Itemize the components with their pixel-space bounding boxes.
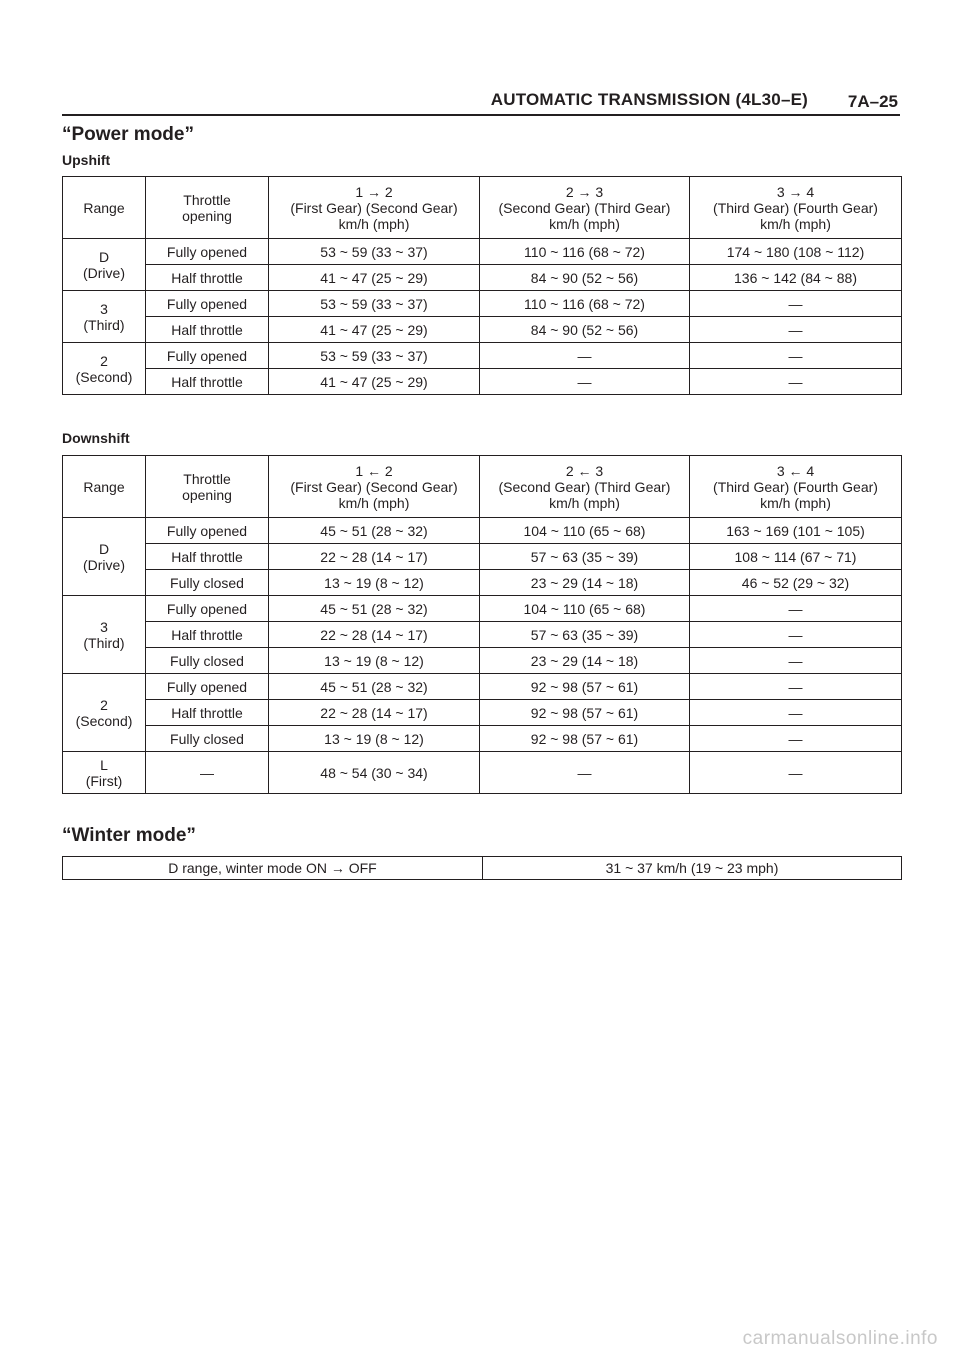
speed-cell: 13 ~ 19 (8 ~ 12): [269, 648, 480, 674]
table-row: [63, 343, 902, 369]
downshift-title: Downshift: [62, 430, 130, 446]
speed-cell: —: [690, 622, 902, 648]
speed-cell: 92 ~ 98 (57 ~ 61): [480, 726, 690, 752]
throttle-cell: Half throttle: [146, 369, 269, 395]
speed-cell: 41 ~ 47 (25 ~ 29): [269, 369, 480, 395]
table-row: [63, 544, 902, 570]
throttle-cell: Fully closed: [146, 570, 269, 596]
speed-cell: 13 ~ 19 (8 ~ 12): [269, 570, 480, 596]
throttle-cell: —: [146, 752, 269, 794]
winter-mode-table: [62, 856, 902, 880]
speed-cell: 45 ~ 51 (28 ~ 32): [269, 518, 480, 544]
range-cell: 3 (Third): [63, 291, 146, 343]
speed-cell: —: [480, 343, 690, 369]
speed-cell: 53 ~ 59 (33 ~ 37): [269, 239, 480, 265]
speed-cell: —: [690, 369, 902, 395]
downshift-header-row: [63, 456, 902, 518]
speed-cell: 84 ~ 90 (52 ~ 56): [480, 317, 690, 343]
header-shift-1-2: 1 → 2 (First Gear) (Second Gear) km/h (mph): [269, 177, 480, 239]
table-row: [63, 700, 902, 726]
header-shift-1-2: 1 ← 2 (First Gear) (Second Gear) km/h (mph): [269, 456, 480, 518]
throttle-cell: Fully opened: [146, 343, 269, 369]
speed-cell: —: [690, 752, 902, 794]
range-cell: 2 (Second): [63, 674, 146, 752]
speed-cell: 13 ~ 19 (8 ~ 12): [269, 726, 480, 752]
throttle-cell: Half throttle: [146, 700, 269, 726]
page-header: [62, 88, 900, 116]
table-row: [63, 369, 902, 395]
table-row: [63, 648, 902, 674]
speed-cell: —: [690, 674, 902, 700]
header-range: Range: [63, 177, 146, 239]
speed-cell: 108 ~ 114 (67 ~ 71): [690, 544, 902, 570]
speed-cell: 174 ~ 180 (108 ~ 112): [690, 239, 902, 265]
speed-cell: 53 ~ 59 (33 ~ 37): [269, 291, 480, 317]
table-row: [63, 857, 902, 880]
speed-cell: 41 ~ 47 (25 ~ 29): [269, 317, 480, 343]
speed-cell: 22 ~ 28 (14 ~ 17): [269, 622, 480, 648]
speed-cell: 53 ~ 59 (33 ~ 37): [269, 343, 480, 369]
speed-cell: 104 ~ 110 (65 ~ 68): [480, 518, 690, 544]
throttle-cell: Half throttle: [146, 317, 269, 343]
upshift-header-row: [63, 177, 902, 239]
table-row: [63, 622, 902, 648]
speed-cell: —: [690, 726, 902, 752]
range-cell: D (Drive): [63, 518, 146, 596]
speed-cell: —: [690, 596, 902, 622]
throttle-cell: Fully closed: [146, 648, 269, 674]
header-shift-3-4: 3 → 4 (Third Gear) (Fourth Gear) km/h (mph): [690, 177, 902, 239]
page-number: 7A–25: [847, 92, 898, 111]
speed-cell: 41 ~ 47 (25 ~ 29): [269, 265, 480, 291]
speed-cell: 92 ~ 98 (57 ~ 61): [480, 674, 690, 700]
table-row: [63, 596, 902, 622]
speed-cell: 23 ~ 29 (14 ~ 18): [480, 648, 690, 674]
header-shift-2-3: 2 ← 3 (Second Gear) (Third Gear) km/h (mph): [480, 456, 690, 518]
speed-cell: 84 ~ 90 (52 ~ 56): [480, 265, 690, 291]
speed-cell: —: [480, 369, 690, 395]
speed-cell: 57 ~ 63 (35 ~ 39): [480, 544, 690, 570]
throttle-cell: Half throttle: [146, 622, 269, 648]
speed-cell: 22 ~ 28 (14 ~ 17): [269, 700, 480, 726]
table-row: [63, 239, 902, 265]
speed-cell: 110 ~ 116 (68 ~ 72): [480, 239, 690, 265]
winter-mode-value: 31 ~ 37 km/h (19 ~ 23 mph): [483, 857, 902, 880]
header-throttle: Throttle opening: [146, 456, 269, 518]
speed-cell: 45 ~ 51 (28 ~ 32): [269, 674, 480, 700]
header-range: Range: [63, 456, 146, 518]
table-row: [63, 674, 902, 700]
speed-cell: 23 ~ 29 (14 ~ 18): [480, 570, 690, 596]
speed-cell: 136 ~ 142 (84 ~ 88): [690, 265, 902, 291]
table-row: [63, 570, 902, 596]
speed-cell: 46 ~ 52 (29 ~ 32): [690, 570, 902, 596]
speed-cell: 163 ~ 169 (101 ~ 105): [690, 518, 902, 544]
upshift-title: Upshift: [62, 152, 111, 168]
speed-cell: —: [690, 648, 902, 674]
header-shift-3-4: 3 ← 4 (Third Gear) (Fourth Gear) km/h (mph): [690, 456, 902, 518]
table-row: [63, 265, 902, 291]
throttle-cell: Fully closed: [146, 726, 269, 752]
throttle-cell: Fully opened: [146, 291, 269, 317]
table-row: [63, 317, 902, 343]
speed-cell: —: [480, 752, 690, 794]
range-cell: D (Drive): [63, 239, 146, 291]
downshift-table: [62, 455, 902, 794]
table-row: [63, 518, 902, 544]
speed-cell: 92 ~ 98 (57 ~ 61): [480, 700, 690, 726]
speed-cell: —: [690, 343, 902, 369]
throttle-cell: Half throttle: [146, 265, 269, 291]
watermark: carmanualsonline.info: [742, 1328, 938, 1349]
throttle-cell: Fully opened: [146, 239, 269, 265]
speed-cell: 22 ~ 28 (14 ~ 17): [269, 544, 480, 570]
speed-cell: —: [690, 317, 902, 343]
range-cell: 3 (Third): [63, 596, 146, 674]
table-row: [63, 726, 902, 752]
table-row: [63, 752, 902, 794]
power-mode-title: “Power mode”: [62, 124, 194, 145]
speed-cell: 104 ~ 110 (65 ~ 68): [480, 596, 690, 622]
speed-cell: 48 ~ 54 (30 ~ 34): [269, 752, 480, 794]
speed-cell: 45 ~ 51 (28 ~ 32): [269, 596, 480, 622]
winter-mode-label: D range, winter mode ON → OFF: [63, 857, 483, 880]
speed-cell: —: [690, 700, 902, 726]
range-cell: L (First): [63, 752, 146, 794]
speed-cell: —: [690, 291, 902, 317]
header-shift-2-3: 2 → 3 (Second Gear) (Third Gear) km/h (mph): [480, 177, 690, 239]
range-cell: 2 (Second): [63, 343, 146, 395]
header-title: AUTOMATIC TRANSMISSION (4L30–E): [490, 90, 808, 109]
upshift-table: [62, 176, 902, 395]
winter-mode-title: “Winter mode”: [62, 825, 196, 846]
throttle-cell: Fully opened: [146, 596, 269, 622]
throttle-cell: Fully opened: [146, 674, 269, 700]
throttle-cell: Fully opened: [146, 518, 269, 544]
speed-cell: 110 ~ 116 (68 ~ 72): [480, 291, 690, 317]
table-row: [63, 291, 902, 317]
header-throttle: Throttle opening: [146, 177, 269, 239]
throttle-cell: Half throttle: [146, 544, 269, 570]
speed-cell: 57 ~ 63 (35 ~ 39): [480, 622, 690, 648]
